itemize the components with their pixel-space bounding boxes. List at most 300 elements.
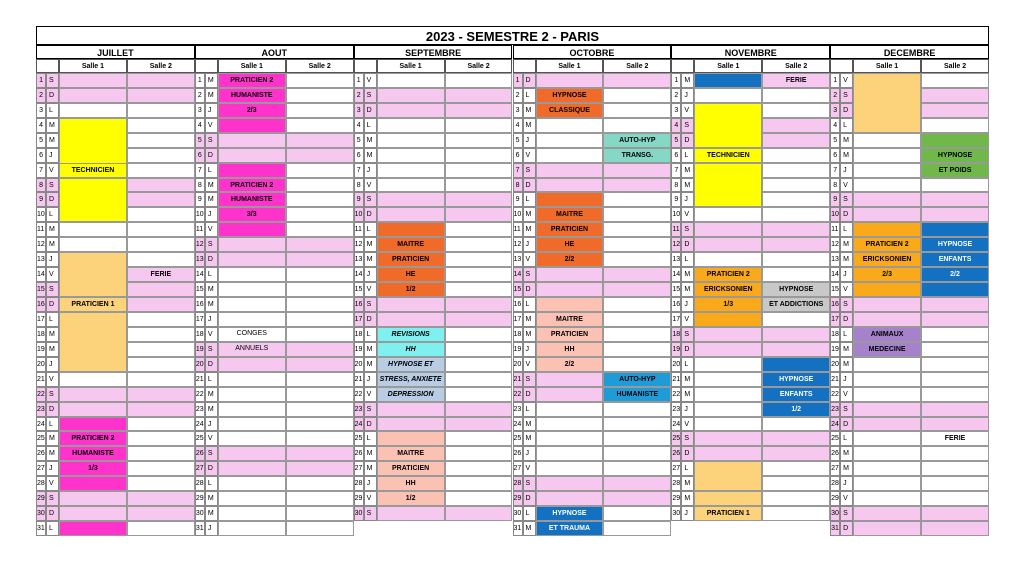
day-letter: S: [840, 297, 853, 312]
corner-cell: [830, 59, 853, 73]
room-slot: [762, 163, 830, 178]
day-letter: M: [681, 387, 694, 402]
room-slot: [853, 207, 921, 222]
room-slot: [286, 491, 354, 506]
day-number: 21: [513, 372, 523, 387]
event-block: ET ADDICTIONS: [762, 297, 830, 312]
day-letter: M: [523, 207, 536, 222]
room-slot: [921, 372, 989, 387]
room-slot: [603, 402, 671, 417]
day-letter: M: [840, 133, 853, 148]
day-letter: J: [681, 506, 694, 521]
day-letter: J: [364, 163, 377, 178]
room-slot: [218, 372, 286, 387]
event-block: HYPNOSE: [762, 282, 830, 297]
day-number: 5: [671, 133, 681, 148]
event-block: AUTO-HYP: [603, 133, 671, 148]
room-slot: [921, 357, 989, 372]
day-number: 15: [830, 282, 840, 297]
day-letter: D: [205, 252, 218, 267]
event-block: [59, 312, 127, 372]
day-number: 4: [830, 118, 840, 133]
room-slot: [921, 387, 989, 402]
room-slot: [694, 252, 762, 267]
room-slot: [445, 357, 513, 372]
day-number: 26: [354, 446, 364, 461]
event-block: [921, 282, 989, 297]
day-number: 8: [354, 178, 364, 193]
day-number: 26: [36, 446, 46, 461]
event-block: ERICKSONIEN: [694, 282, 762, 297]
day-number: 26: [195, 446, 205, 461]
room-slot: [603, 297, 671, 312]
room-slot: [694, 417, 762, 432]
event-block: HYPNOSE ET: [377, 357, 445, 372]
day-letter: M: [681, 267, 694, 282]
day-letter: M: [205, 297, 218, 312]
room-slot: [603, 73, 671, 88]
day-letter: M: [205, 402, 218, 417]
day-number: 5: [354, 133, 364, 148]
room-slot: [762, 327, 830, 342]
day-letter: S: [681, 118, 694, 133]
room-slot: [762, 88, 830, 103]
day-number: 5: [830, 133, 840, 148]
event-block: 2/3: [853, 267, 921, 282]
day-number: 22: [36, 387, 46, 402]
day-letter: D: [840, 103, 853, 118]
event-block: HH: [536, 342, 604, 357]
room-header: Salle 1: [536, 59, 604, 73]
day-number: 20: [354, 357, 364, 372]
room-slot: [853, 312, 921, 327]
day-letter: V: [364, 178, 377, 193]
event-block: HE: [536, 237, 604, 252]
room-slot: [377, 402, 445, 417]
event-block: PRATICIEN: [377, 252, 445, 267]
day-letter: L: [364, 327, 377, 342]
day-letter: L: [523, 402, 536, 417]
room-slot: [694, 342, 762, 357]
day-letter: L: [205, 163, 218, 178]
month-header: NOVEMBRE: [671, 45, 830, 59]
day-letter: D: [46, 88, 59, 103]
event-block: HUMANISTE: [59, 446, 127, 461]
room-slot: [286, 163, 354, 178]
room-slot: [445, 417, 513, 432]
day-letter: M: [523, 222, 536, 237]
day-letter: D: [523, 178, 536, 193]
day-letter: S: [46, 387, 59, 402]
day-number: 22: [830, 387, 840, 402]
room-slot: [536, 163, 604, 178]
day-letter: L: [840, 222, 853, 237]
day-number: 8: [36, 178, 46, 193]
day-letter: J: [205, 417, 218, 432]
room-slot: [853, 461, 921, 476]
month-header: DECEMBRE: [830, 45, 989, 59]
room-slot: [603, 282, 671, 297]
day-number: 20: [36, 357, 46, 372]
day-letter: M: [840, 461, 853, 476]
room-slot: [286, 282, 354, 297]
day-letter: M: [840, 342, 853, 357]
day-letter: L: [681, 148, 694, 163]
room-slot: [377, 163, 445, 178]
day-letter: M: [46, 446, 59, 461]
day-number: 31: [195, 521, 205, 536]
page-title: 2023 - SEMESTRE 2 - PARIS: [36, 26, 989, 45]
room-slot: [921, 103, 989, 118]
day-letter: M: [681, 476, 694, 491]
room-slot: [286, 357, 354, 372]
day-number: 8: [671, 178, 681, 193]
room-slot: [127, 222, 195, 237]
day-number: 31: [36, 521, 46, 536]
event-block: PRATICIEN 1: [694, 506, 762, 521]
day-letter: L: [681, 357, 694, 372]
room-slot: [921, 402, 989, 417]
day-letter: M: [205, 387, 218, 402]
day-letter: S: [205, 342, 218, 357]
day-number: 16: [830, 297, 840, 312]
day-letter: V: [681, 103, 694, 118]
room-slot: [536, 491, 604, 506]
day-letter: V: [205, 431, 218, 446]
day-number: 24: [195, 417, 205, 432]
day-number: 11: [671, 222, 681, 237]
day-number: 28: [36, 476, 46, 491]
room-slot: [603, 252, 671, 267]
day-number: 1: [671, 73, 681, 88]
room-slot: [762, 222, 830, 237]
room-slot: [603, 312, 671, 327]
room-slot: [218, 417, 286, 432]
day-letter: D: [364, 103, 377, 118]
day-number: 19: [671, 342, 681, 357]
day-letter: M: [364, 342, 377, 357]
room-slot: [127, 491, 195, 506]
room-slot: [853, 491, 921, 506]
room-slot: [127, 118, 195, 133]
room-slot: [59, 222, 127, 237]
event-block: [377, 431, 445, 446]
room-slot: [127, 342, 195, 357]
day-letter: M: [523, 103, 536, 118]
event-block: PRATICIEN 2: [218, 73, 286, 88]
day-number: 7: [830, 163, 840, 178]
room-slot: [445, 431, 513, 446]
room-slot: [218, 237, 286, 252]
day-number: 19: [830, 342, 840, 357]
day-number: 27: [36, 461, 46, 476]
room-slot: [603, 163, 671, 178]
room-slot: [921, 192, 989, 207]
day-letter: D: [364, 417, 377, 432]
room-slot: [762, 431, 830, 446]
room-slot: [694, 446, 762, 461]
day-number: 19: [513, 342, 523, 357]
room-slot: [59, 103, 127, 118]
room-slot: [377, 178, 445, 193]
room-slot: [286, 133, 354, 148]
room-slot: [445, 506, 513, 521]
day-letter: J: [46, 148, 59, 163]
day-number: 18: [830, 327, 840, 342]
event-block: [218, 222, 286, 237]
day-letter: M: [205, 73, 218, 88]
day-number: 18: [513, 327, 523, 342]
day-letter: D: [840, 521, 853, 536]
day-letter: J: [681, 402, 694, 417]
day-letter: M: [46, 118, 59, 133]
day-letter: D: [46, 192, 59, 207]
day-letter: V: [205, 222, 218, 237]
day-number: 24: [513, 417, 523, 432]
room-slot: [127, 282, 195, 297]
day-letter: M: [840, 237, 853, 252]
room-slot: [445, 207, 513, 222]
room-slot: [921, 178, 989, 193]
room-slot: [445, 342, 513, 357]
event-block: MAITRE: [377, 237, 445, 252]
day-letter: V: [46, 476, 59, 491]
room-slot: [603, 267, 671, 282]
day-number: 25: [671, 431, 681, 446]
event-block: [694, 491, 762, 506]
room-header: Salle 1: [377, 59, 445, 73]
day-letter: L: [46, 207, 59, 222]
day-number: 31: [513, 521, 523, 536]
room-slot: [127, 387, 195, 402]
room-slot: [127, 297, 195, 312]
room-slot: [218, 282, 286, 297]
event-block: PRATICIEN: [377, 461, 445, 476]
day-number: 5: [513, 133, 523, 148]
room-slot: [377, 297, 445, 312]
room-slot: [762, 148, 830, 163]
day-number: 26: [671, 446, 681, 461]
day-number: 4: [513, 118, 523, 133]
room-slot: [127, 163, 195, 178]
room-header: Salle 2: [127, 59, 195, 73]
room-slot: [218, 402, 286, 417]
day-number: 1: [354, 73, 364, 88]
event-block: DEPRESSION: [377, 387, 445, 402]
room-slot: [536, 73, 604, 88]
day-letter: M: [523, 118, 536, 133]
event-block: ENFANTS: [762, 387, 830, 402]
day-letter: S: [681, 431, 694, 446]
day-letter: D: [523, 282, 536, 297]
day-number: 13: [830, 252, 840, 267]
room-slot: [853, 357, 921, 372]
room-slot: [603, 431, 671, 446]
event-block: 1/2: [762, 402, 830, 417]
room-slot: [536, 431, 604, 446]
day-number: 14: [36, 267, 46, 282]
room-slot: [536, 282, 604, 297]
room-slot: [127, 73, 195, 88]
day-number: 10: [195, 207, 205, 222]
day-letter: M: [46, 431, 59, 446]
room-slot: [536, 133, 604, 148]
day-letter: D: [205, 461, 218, 476]
day-letter: D: [523, 491, 536, 506]
room-slot: [218, 446, 286, 461]
room-slot: [218, 476, 286, 491]
room-slot: [853, 372, 921, 387]
day-number: 3: [513, 103, 523, 118]
corner-cell: [671, 59, 694, 73]
day-number: 21: [36, 372, 46, 387]
day-number: 24: [830, 417, 840, 432]
event-block: ET POIDS: [921, 163, 989, 178]
event-block: MAITRE: [536, 207, 604, 222]
day-number: 19: [36, 342, 46, 357]
day-letter: D: [46, 402, 59, 417]
room-slot: [286, 267, 354, 282]
day-number: 4: [36, 118, 46, 133]
event-block: [853, 73, 921, 133]
room-slot: [286, 461, 354, 476]
room-slot: [127, 178, 195, 193]
day-number: 1: [36, 73, 46, 88]
day-letter: J: [46, 461, 59, 476]
room-slot: [218, 387, 286, 402]
event-block: [694, 461, 762, 491]
room-slot: [127, 506, 195, 521]
day-letter: L: [46, 417, 59, 432]
room-slot: [603, 342, 671, 357]
room-slot: [445, 222, 513, 237]
day-letter: L: [46, 103, 59, 118]
room-slot: [445, 88, 513, 103]
day-number: 24: [671, 417, 681, 432]
day-number: 30: [513, 506, 523, 521]
day-letter: M: [364, 357, 377, 372]
room-slot: [286, 446, 354, 461]
room-slot: [536, 446, 604, 461]
day-number: 4: [195, 118, 205, 133]
room-slot: [853, 297, 921, 312]
room-slot: [59, 387, 127, 402]
room-slot: [853, 133, 921, 148]
day-letter: M: [205, 178, 218, 193]
day-letter: J: [46, 252, 59, 267]
day-letter: V: [681, 312, 694, 327]
day-letter: J: [681, 297, 694, 312]
day-letter: S: [523, 372, 536, 387]
day-letter: V: [205, 327, 218, 342]
room-slot: [853, 148, 921, 163]
room-slot: [127, 476, 195, 491]
room-slot: [536, 372, 604, 387]
room-slot: [921, 312, 989, 327]
event-block: 1/3: [59, 461, 127, 476]
day-letter: M: [46, 237, 59, 252]
room-slot: [127, 521, 195, 536]
day-letter: M: [681, 178, 694, 193]
day-letter: S: [523, 163, 536, 178]
day-letter: V: [840, 73, 853, 88]
day-number: 25: [830, 431, 840, 446]
day-number: 18: [671, 327, 681, 342]
room-slot: [218, 252, 286, 267]
room-slot: [762, 103, 830, 118]
day-number: 2: [36, 88, 46, 103]
event-block: HYPNOSE: [921, 237, 989, 252]
day-letter: J: [840, 476, 853, 491]
day-letter: D: [840, 417, 853, 432]
day-letter: V: [205, 118, 218, 133]
day-number: 17: [830, 312, 840, 327]
room-slot: [921, 446, 989, 461]
room-slot: [218, 312, 286, 327]
day-number: 21: [671, 372, 681, 387]
room-slot: [603, 327, 671, 342]
day-number: 9: [195, 192, 205, 207]
day-letter: M: [364, 446, 377, 461]
corner-cell: [354, 59, 377, 73]
day-letter: L: [205, 372, 218, 387]
event-block: MEDECINE: [853, 342, 921, 357]
room-slot: [762, 192, 830, 207]
day-number: 10: [354, 207, 364, 222]
month-header: JUILLET: [36, 45, 195, 59]
day-letter: S: [46, 73, 59, 88]
event-block: HUMANISTE: [603, 387, 671, 402]
day-letter: J: [364, 267, 377, 282]
room-slot: [536, 387, 604, 402]
day-letter: S: [205, 446, 218, 461]
day-number: 16: [354, 297, 364, 312]
day-number: 12: [830, 237, 840, 252]
room-slot: [603, 506, 671, 521]
day-letter: L: [840, 327, 853, 342]
day-letter: J: [523, 342, 536, 357]
room-slot: [853, 521, 921, 536]
event-block: 1/2: [377, 491, 445, 506]
day-letter: M: [46, 342, 59, 357]
day-number: 28: [354, 476, 364, 491]
day-number: 27: [195, 461, 205, 476]
room-slot: [762, 133, 830, 148]
day-number: 4: [671, 118, 681, 133]
day-number: 2: [671, 88, 681, 103]
event-block: PRATICIEN 2: [694, 267, 762, 282]
day-letter: S: [681, 222, 694, 237]
event-block: 2/3: [218, 103, 286, 118]
day-letter: L: [523, 192, 536, 207]
day-letter: V: [523, 357, 536, 372]
room-slot: [286, 178, 354, 193]
room-slot: [536, 267, 604, 282]
event-block: [218, 163, 286, 178]
room-slot: [286, 237, 354, 252]
room-slot: [127, 207, 195, 222]
room-slot: [59, 506, 127, 521]
day-letter: V: [364, 387, 377, 402]
room-slot: [762, 207, 830, 222]
day-number: 20: [195, 357, 205, 372]
room-slot: [853, 476, 921, 491]
day-letter: D: [205, 148, 218, 163]
room-slot: [59, 402, 127, 417]
day-letter: M: [840, 148, 853, 163]
day-letter: J: [523, 133, 536, 148]
day-number: 6: [513, 148, 523, 163]
